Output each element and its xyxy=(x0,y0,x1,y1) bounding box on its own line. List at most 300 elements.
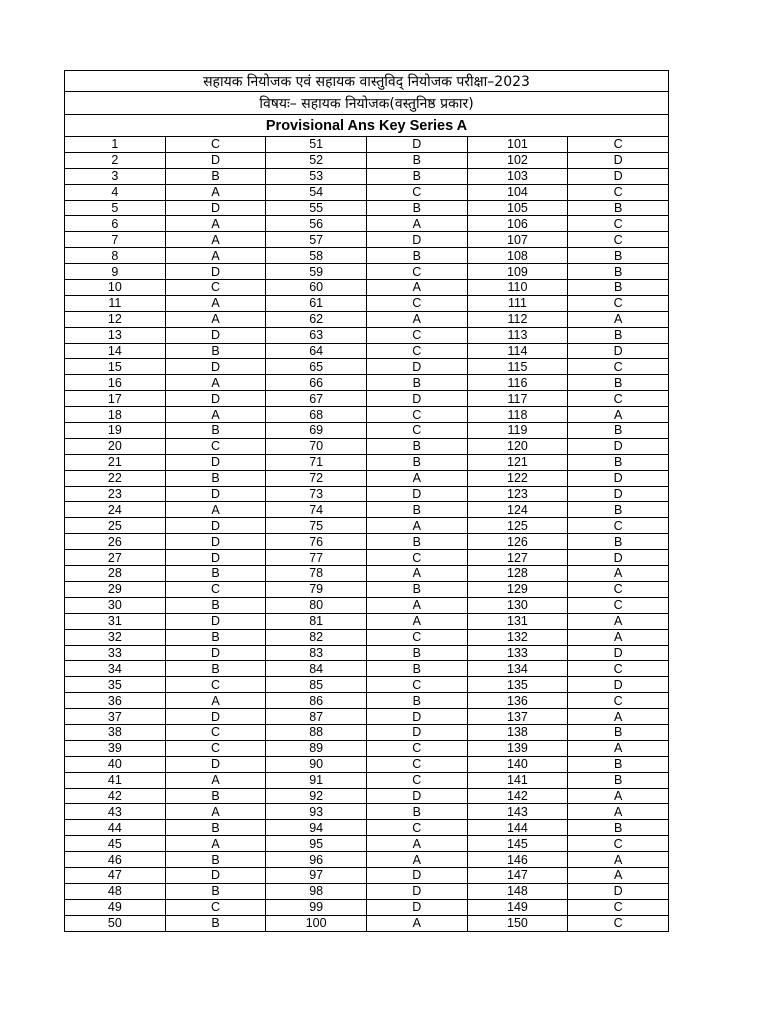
question-number: 39 xyxy=(65,740,166,756)
answer-letter: C xyxy=(568,359,669,375)
answer-letter: A xyxy=(165,248,266,264)
table-row xyxy=(65,152,669,168)
answer-letter: D xyxy=(165,359,266,375)
answer-letter: C xyxy=(165,581,266,597)
answer-letter: A xyxy=(165,311,266,327)
answer-letter: A xyxy=(568,852,669,868)
question-number: 62 xyxy=(266,311,367,327)
table-row xyxy=(65,248,669,264)
answer-letter: B xyxy=(568,772,669,788)
question-number: 101 xyxy=(467,137,568,153)
table-row xyxy=(65,359,669,375)
question-number: 65 xyxy=(266,359,367,375)
question-number: 33 xyxy=(65,645,166,661)
answer-letter: A xyxy=(366,852,467,868)
table-row xyxy=(65,820,669,836)
answer-letter: B xyxy=(568,534,669,550)
question-number: 69 xyxy=(266,423,367,439)
table-row xyxy=(65,581,669,597)
table-row xyxy=(65,470,669,486)
question-number: 84 xyxy=(266,661,367,677)
answer-letter: D xyxy=(568,343,669,359)
question-number: 97 xyxy=(266,867,367,883)
answer-letter: B xyxy=(165,423,266,439)
answer-letter: D xyxy=(568,470,669,486)
answer-letter: C xyxy=(568,137,669,153)
answer-letter: C xyxy=(165,280,266,296)
answer-letter: D xyxy=(568,677,669,693)
answer-letter: B xyxy=(366,152,467,168)
table-row xyxy=(65,200,669,216)
question-number: 49 xyxy=(65,899,166,915)
answer-letter: A xyxy=(165,836,266,852)
question-number: 133 xyxy=(467,645,568,661)
question-number: 94 xyxy=(266,820,367,836)
question-number: 46 xyxy=(65,852,166,868)
answer-letter: B xyxy=(366,375,467,391)
answer-letter: D xyxy=(366,486,467,502)
question-number: 64 xyxy=(266,343,367,359)
question-number: 78 xyxy=(266,566,367,582)
answer-letter: A xyxy=(568,311,669,327)
question-number: 144 xyxy=(467,820,568,836)
answer-letter: D xyxy=(568,152,669,168)
question-number: 140 xyxy=(467,756,568,772)
answer-letter: B xyxy=(165,597,266,613)
answer-letter: A xyxy=(165,216,266,232)
answer-letter: B xyxy=(366,534,467,550)
question-number: 16 xyxy=(65,375,166,391)
question-number: 81 xyxy=(266,613,367,629)
answer-letter: C xyxy=(366,550,467,566)
question-number: 74 xyxy=(266,502,367,518)
answer-letter: B xyxy=(366,438,467,454)
answer-letter: D xyxy=(165,756,266,772)
answer-letter: A xyxy=(568,804,669,820)
answer-letter: D xyxy=(568,438,669,454)
answer-letter: A xyxy=(366,470,467,486)
table-row xyxy=(65,407,669,423)
question-number: 5 xyxy=(65,200,166,216)
question-number: 96 xyxy=(266,852,367,868)
question-number: 17 xyxy=(65,391,166,407)
table-row xyxy=(65,597,669,613)
table-row xyxy=(65,343,669,359)
question-number: 59 xyxy=(266,264,367,280)
answer-letter: D xyxy=(165,534,266,550)
question-number: 104 xyxy=(467,184,568,200)
question-number: 118 xyxy=(467,407,568,423)
answer-letter: D xyxy=(568,486,669,502)
answer-letter: C xyxy=(568,915,669,931)
answer-letter: B xyxy=(366,581,467,597)
question-number: 27 xyxy=(65,550,166,566)
answer-letter: A xyxy=(366,311,467,327)
answer-letter: D xyxy=(366,899,467,915)
question-number: 148 xyxy=(467,883,568,899)
answer-letter: D xyxy=(366,724,467,740)
question-number: 121 xyxy=(467,454,568,470)
answer-letter: A xyxy=(165,232,266,248)
table-row xyxy=(65,677,669,693)
answer-letter: B xyxy=(568,248,669,264)
answer-letter: B xyxy=(568,820,669,836)
table-row xyxy=(65,216,669,232)
answer-letter: B xyxy=(568,375,669,391)
answer-letter: C xyxy=(366,327,467,343)
table-row xyxy=(65,550,669,566)
answer-letter: A xyxy=(366,518,467,534)
answer-letter: A xyxy=(165,184,266,200)
answer-letter: D xyxy=(366,883,467,899)
answer-letter: B xyxy=(165,820,266,836)
table-row xyxy=(65,693,669,709)
answer-letter: D xyxy=(366,137,467,153)
table-row xyxy=(65,534,669,550)
question-number: 38 xyxy=(65,724,166,740)
answer-letter: D xyxy=(366,709,467,725)
question-number: 77 xyxy=(266,550,367,566)
answer-letter: C xyxy=(568,518,669,534)
table-row xyxy=(65,375,669,391)
answer-letter: D xyxy=(165,200,266,216)
question-number: 120 xyxy=(467,438,568,454)
answer-letter: A xyxy=(568,566,669,582)
question-number: 76 xyxy=(266,534,367,550)
question-number: 42 xyxy=(65,788,166,804)
question-number: 126 xyxy=(467,534,568,550)
question-number: 67 xyxy=(266,391,367,407)
question-number: 66 xyxy=(266,375,367,391)
question-number: 15 xyxy=(65,359,166,375)
answer-letter: B xyxy=(366,200,467,216)
question-number: 68 xyxy=(266,407,367,423)
answer-letter: A xyxy=(165,804,266,820)
subject-title: विषयः– सहायक नियोजक(वस्तुनिष्ठ प्रकार) xyxy=(65,92,669,115)
question-number: 23 xyxy=(65,486,166,502)
answer-rows xyxy=(65,137,669,932)
question-number: 70 xyxy=(266,438,367,454)
question-number: 86 xyxy=(266,693,367,709)
answer-letter: C xyxy=(568,693,669,709)
answer-letter: D xyxy=(165,613,266,629)
question-number: 131 xyxy=(467,613,568,629)
answer-letter: C xyxy=(568,899,669,915)
answer-letter: B xyxy=(366,693,467,709)
question-number: 136 xyxy=(467,693,568,709)
question-number: 115 xyxy=(467,359,568,375)
question-number: 73 xyxy=(266,486,367,502)
answer-letter: B xyxy=(165,566,266,582)
answer-letter: D xyxy=(165,518,266,534)
question-number: 9 xyxy=(65,264,166,280)
table-row xyxy=(65,772,669,788)
table-row xyxy=(65,232,669,248)
answer-letter: B xyxy=(366,454,467,470)
question-number: 93 xyxy=(266,804,367,820)
answer-letter: C xyxy=(366,264,467,280)
answer-letter: A xyxy=(568,740,669,756)
table-row xyxy=(65,709,669,725)
question-number: 18 xyxy=(65,407,166,423)
answer-letter: B xyxy=(568,454,669,470)
answer-letter: D xyxy=(165,327,266,343)
answer-letter: C xyxy=(366,677,467,693)
question-number: 128 xyxy=(467,566,568,582)
question-number: 83 xyxy=(266,645,367,661)
question-number: 99 xyxy=(266,899,367,915)
answer-letter: C xyxy=(366,407,467,423)
question-number: 12 xyxy=(65,311,166,327)
answer-letter: C xyxy=(366,740,467,756)
question-number: 1 xyxy=(65,137,166,153)
question-number: 53 xyxy=(266,168,367,184)
question-number: 4 xyxy=(65,184,166,200)
question-number: 45 xyxy=(65,836,166,852)
answer-letter: A xyxy=(366,280,467,296)
table-row xyxy=(65,613,669,629)
question-number: 24 xyxy=(65,502,166,518)
answer-letter: A xyxy=(568,407,669,423)
question-number: 35 xyxy=(65,677,166,693)
answer-letter: B xyxy=(568,502,669,518)
question-number: 110 xyxy=(467,280,568,296)
question-number: 14 xyxy=(65,343,166,359)
question-number: 30 xyxy=(65,597,166,613)
question-number: 119 xyxy=(467,423,568,439)
table-row xyxy=(65,486,669,502)
answer-key-table xyxy=(64,70,669,932)
question-number: 79 xyxy=(266,581,367,597)
table-row xyxy=(65,756,669,772)
answer-letter: A xyxy=(568,788,669,804)
question-number: 3 xyxy=(65,168,166,184)
answer-letter: C xyxy=(568,597,669,613)
series-row xyxy=(65,115,669,137)
answer-letter: C xyxy=(568,216,669,232)
question-number: 100 xyxy=(266,915,367,931)
table-row xyxy=(65,899,669,915)
question-number: 29 xyxy=(65,581,166,597)
question-number: 51 xyxy=(266,137,367,153)
question-number: 57 xyxy=(266,232,367,248)
question-number: 139 xyxy=(467,740,568,756)
question-number: 107 xyxy=(467,232,568,248)
table-row xyxy=(65,502,669,518)
answer-letter: D xyxy=(366,867,467,883)
question-number: 72 xyxy=(266,470,367,486)
answer-letter: D xyxy=(568,168,669,184)
question-number: 31 xyxy=(65,613,166,629)
question-number: 63 xyxy=(266,327,367,343)
answer-letter: D xyxy=(165,486,266,502)
question-number: 80 xyxy=(266,597,367,613)
question-number: 95 xyxy=(266,836,367,852)
question-number: 54 xyxy=(266,184,367,200)
question-number: 21 xyxy=(65,454,166,470)
answer-letter: C xyxy=(366,423,467,439)
table-row xyxy=(65,184,669,200)
answer-letter: B xyxy=(568,280,669,296)
answer-letter: B xyxy=(568,264,669,280)
answer-letter: A xyxy=(165,693,266,709)
answer-letter: A xyxy=(366,915,467,931)
answer-letter: D xyxy=(366,788,467,804)
question-number: 82 xyxy=(266,629,367,645)
answer-letter: C xyxy=(568,184,669,200)
answer-letter: A xyxy=(165,407,266,423)
question-number: 20 xyxy=(65,438,166,454)
table-row xyxy=(65,724,669,740)
question-number: 127 xyxy=(467,550,568,566)
answer-letter: C xyxy=(165,677,266,693)
question-number: 137 xyxy=(467,709,568,725)
exam-title-row xyxy=(65,71,669,92)
table-row xyxy=(65,295,669,311)
question-number: 114 xyxy=(467,343,568,359)
question-number: 52 xyxy=(266,152,367,168)
question-number: 130 xyxy=(467,597,568,613)
question-number: 138 xyxy=(467,724,568,740)
answer-letter: D xyxy=(165,550,266,566)
table-row xyxy=(65,629,669,645)
answer-letter: D xyxy=(165,152,266,168)
answer-letter: B xyxy=(366,502,467,518)
question-number: 40 xyxy=(65,756,166,772)
question-number: 44 xyxy=(65,820,166,836)
question-number: 37 xyxy=(65,709,166,725)
question-number: 34 xyxy=(65,661,166,677)
table-row xyxy=(65,438,669,454)
question-number: 91 xyxy=(266,772,367,788)
answer-letter: A xyxy=(568,709,669,725)
answer-letter: B xyxy=(366,661,467,677)
question-number: 135 xyxy=(467,677,568,693)
answer-letter: D xyxy=(165,391,266,407)
question-number: 145 xyxy=(467,836,568,852)
answer-letter: C xyxy=(568,581,669,597)
answer-letter: C xyxy=(568,295,669,311)
answer-letter: C xyxy=(366,343,467,359)
answer-letter: A xyxy=(165,772,266,788)
question-number: 11 xyxy=(65,295,166,311)
question-number: 60 xyxy=(266,280,367,296)
question-number: 129 xyxy=(467,581,568,597)
table-row xyxy=(65,645,669,661)
answer-letter: B xyxy=(568,423,669,439)
answer-letter: B xyxy=(165,661,266,677)
question-number: 28 xyxy=(65,566,166,582)
answer-letter: B xyxy=(568,756,669,772)
answer-letter: B xyxy=(366,645,467,661)
exam-title: सहायक नियोजक एवं सहायक वास्तुविद् नियोजक परीक्षा–2023 xyxy=(65,71,669,92)
question-number: 147 xyxy=(467,867,568,883)
answer-letter: A xyxy=(366,216,467,232)
answer-letter: B xyxy=(366,168,467,184)
question-number: 103 xyxy=(467,168,568,184)
question-number: 113 xyxy=(467,327,568,343)
answer-letter: C xyxy=(366,820,467,836)
answer-letter: A xyxy=(366,613,467,629)
table-row xyxy=(65,804,669,820)
answer-letter: C xyxy=(165,724,266,740)
question-number: 7 xyxy=(65,232,166,248)
question-number: 134 xyxy=(467,661,568,677)
question-number: 98 xyxy=(266,883,367,899)
question-number: 10 xyxy=(65,280,166,296)
answer-letter: A xyxy=(165,375,266,391)
question-number: 32 xyxy=(65,629,166,645)
table-row xyxy=(65,836,669,852)
table-row xyxy=(65,264,669,280)
answer-letter: A xyxy=(568,867,669,883)
table-row xyxy=(65,518,669,534)
answer-letter: D xyxy=(165,867,266,883)
table-row xyxy=(65,280,669,296)
answer-letter: D xyxy=(366,391,467,407)
question-number: 102 xyxy=(467,152,568,168)
answer-letter: D xyxy=(366,232,467,248)
answer-letter: C xyxy=(568,836,669,852)
answer-letter: C xyxy=(165,740,266,756)
question-number: 71 xyxy=(266,454,367,470)
question-number: 88 xyxy=(266,724,367,740)
answer-letter: D xyxy=(568,550,669,566)
table-row xyxy=(65,788,669,804)
question-number: 56 xyxy=(266,216,367,232)
answer-letter: D xyxy=(366,359,467,375)
answer-letter: A xyxy=(366,836,467,852)
question-number: 22 xyxy=(65,470,166,486)
answer-letter: C xyxy=(165,137,266,153)
question-number: 55 xyxy=(266,200,367,216)
question-number: 41 xyxy=(65,772,166,788)
table-row xyxy=(65,423,669,439)
series-title: Provisional Ans Key Series A xyxy=(65,115,669,137)
answer-letter: C xyxy=(366,629,467,645)
question-number: 123 xyxy=(467,486,568,502)
table-row xyxy=(65,883,669,899)
question-number: 89 xyxy=(266,740,367,756)
question-number: 36 xyxy=(65,693,166,709)
question-number: 85 xyxy=(266,677,367,693)
table-row xyxy=(65,391,669,407)
question-number: 25 xyxy=(65,518,166,534)
question-number: 150 xyxy=(467,915,568,931)
answer-letter: D xyxy=(568,645,669,661)
question-number: 43 xyxy=(65,804,166,820)
question-number: 111 xyxy=(467,295,568,311)
answer-letter: A xyxy=(366,597,467,613)
table-row xyxy=(65,168,669,184)
table-row xyxy=(65,454,669,470)
question-number: 6 xyxy=(65,216,166,232)
answer-letter: A xyxy=(366,566,467,582)
question-number: 141 xyxy=(467,772,568,788)
question-number: 90 xyxy=(266,756,367,772)
question-number: 87 xyxy=(266,709,367,725)
answer-letter: A xyxy=(568,629,669,645)
question-number: 124 xyxy=(467,502,568,518)
answer-letter: B xyxy=(165,883,266,899)
answer-letter: C xyxy=(366,756,467,772)
answer-letter: D xyxy=(568,883,669,899)
answer-letter: B xyxy=(165,915,266,931)
answer-letter: B xyxy=(165,629,266,645)
answer-letter: B xyxy=(165,343,266,359)
question-number: 109 xyxy=(467,264,568,280)
question-number: 116 xyxy=(467,375,568,391)
